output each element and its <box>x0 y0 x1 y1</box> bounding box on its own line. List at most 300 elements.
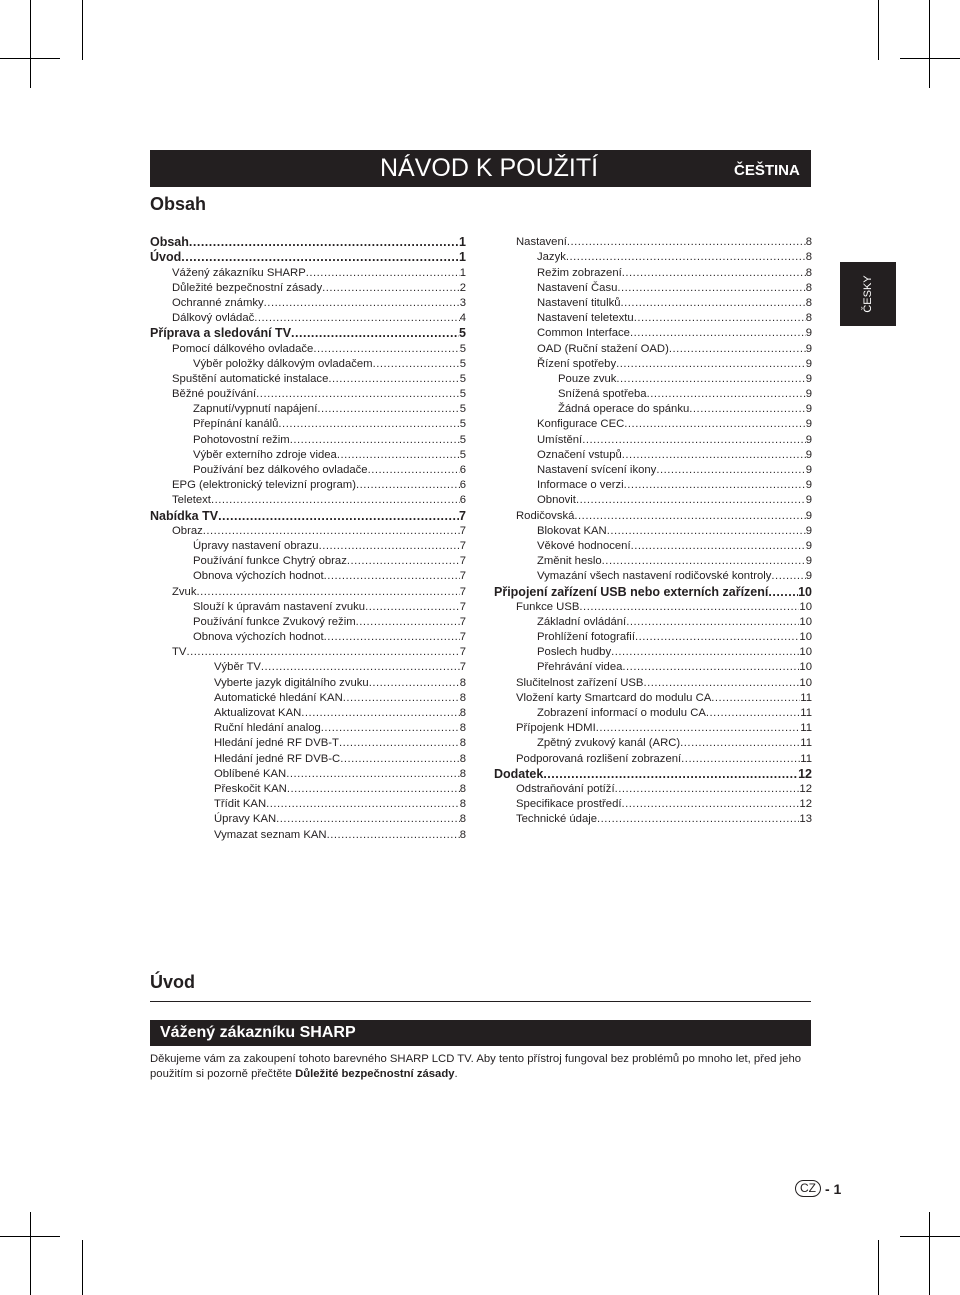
toc-entry <box>494 264 812 279</box>
toc-entry-page: 9 <box>805 372 812 385</box>
toc-entry <box>494 234 812 249</box>
toc-entry-page: 9 <box>805 555 812 568</box>
toc-entry-page: 10 <box>799 600 812 613</box>
toc-leader-dots <box>339 736 460 750</box>
toc-leader-dots <box>347 554 460 568</box>
crop-mark <box>900 1236 960 1237</box>
toc-leader-dots <box>669 342 806 356</box>
toc-entry-title: Úvod <box>150 250 182 265</box>
toc-entry <box>494 249 812 264</box>
toc-leader-dots <box>680 736 800 750</box>
toc-entry-page: 8 <box>459 752 466 765</box>
toc-entry-title: Pomocí dálkového ovladače <box>172 342 314 355</box>
toc-entry <box>494 310 812 325</box>
toc-leader-dots <box>278 417 459 431</box>
toc-entry-title: Příprava a sledování TV <box>150 326 292 341</box>
toc-entry <box>150 523 466 538</box>
toc-leader-dots <box>266 797 460 811</box>
toc-leader-dots <box>681 752 800 766</box>
toc-entry-page: 5 <box>459 448 466 461</box>
toc-entry-page: 5 <box>459 433 466 446</box>
toc-entry <box>150 766 466 781</box>
toc-entry-page: 1 <box>459 266 466 279</box>
toc-entry-title: Oblíbené KAN <box>214 767 287 780</box>
toc-leader-dots <box>771 569 805 583</box>
toc-entry-title: Poslech hudby <box>537 646 612 659</box>
intro-text-start: Děkujeme vám za zakoupení tohoto barevného SHARP LCD TV. Aby tento přístroj fungoval bez problémů po mnoho let, před jeho použitím si pozorně přečtěte <box>150 1053 802 1080</box>
toc-entry-title: Funkce USB <box>516 600 580 613</box>
toc-entry-page: 8 <box>459 813 466 826</box>
toc-entry <box>494 340 812 355</box>
toc-leader-dots <box>624 417 805 431</box>
toc-entry-title: Slučitelnost zařízení USB <box>516 676 644 689</box>
toc-entry-title: Pouze zvuk <box>558 372 617 385</box>
language-side-tab <box>840 262 896 326</box>
toc-leader-dots <box>768 585 798 599</box>
toc-leader-dots <box>324 630 460 644</box>
toc-leader-dots <box>287 782 460 796</box>
toc-entry-title: Důležité bezpečnostní zásady <box>172 281 323 294</box>
toc-entry <box>150 811 466 826</box>
toc-entry-page: 8 <box>459 676 466 689</box>
toc-entry-page: 7 <box>459 585 466 598</box>
toc-entry <box>494 766 812 781</box>
toc-entry <box>150 401 466 416</box>
toc-entry <box>150 447 466 462</box>
toc-entry <box>494 401 812 416</box>
toc-entry <box>494 690 812 705</box>
toc-entry-title: Automatické hledání KAN <box>214 691 343 704</box>
toc-entry-page: 12 <box>798 766 812 781</box>
crop-mark <box>929 1212 930 1295</box>
toc-entry <box>494 720 812 735</box>
toc-leader-dots <box>576 493 806 507</box>
toc-entry <box>150 538 466 553</box>
toc-entry-page: 13 <box>799 813 812 826</box>
toc-leader-dots <box>322 281 460 295</box>
toc-entry-title: Zvuk <box>172 585 197 598</box>
toc-entry-title: Vážený zákazníku SHARP <box>172 266 306 279</box>
toc-entry-page: 6 <box>459 464 466 476</box>
toc-entry-page: 11 <box>800 752 812 765</box>
toc-entry-title: Podporovaná rozlišení zobrazení <box>516 752 682 765</box>
toc-entry-page: 9 <box>805 494 812 507</box>
language-label: ČEŠTINA <box>734 162 800 179</box>
toc-entry-title: Hledání jedné RF DVB-C <box>214 752 341 765</box>
toc-entry-title: Obnovit <box>537 494 576 507</box>
toc-entry <box>494 462 812 477</box>
toc-entry <box>494 629 812 644</box>
toc-entry-page: 9 <box>805 479 812 492</box>
toc-entry <box>150 690 466 705</box>
toc-entry <box>150 507 466 522</box>
page-number <box>795 1180 841 1197</box>
toc-entry <box>494 796 812 811</box>
toc-leader-dots <box>543 767 798 781</box>
toc-entry <box>494 523 812 538</box>
toc-entry-title: Třídit KAN <box>214 798 267 811</box>
toc-entry-page: 8 <box>805 312 812 325</box>
toc-entry <box>494 280 812 295</box>
toc-entry-page: 5 <box>459 372 466 385</box>
toc-entry-title: Hledání jedné RF DVB-T <box>214 737 339 750</box>
toc-leader-dots <box>615 782 800 796</box>
toc-leader-dots <box>617 281 805 295</box>
toc-entry <box>494 386 812 401</box>
crop-mark <box>900 58 960 59</box>
toc-entry-page: 12 <box>799 798 812 811</box>
toc-entry-title: Vyberte jazyk digitálního zvuku <box>214 676 369 689</box>
toc-entry-page: 8 <box>805 266 812 279</box>
intro-text-end: . <box>454 1068 458 1080</box>
toc-entry <box>494 538 812 553</box>
crop-mark <box>878 1240 879 1295</box>
toc-entry-page: 8 <box>459 828 466 841</box>
toc-leader-dots <box>634 311 806 325</box>
toc-entry <box>494 599 812 614</box>
toc-entry-page: 8 <box>459 722 466 735</box>
toc-entry <box>494 507 812 522</box>
toc-leader-dots <box>218 509 459 523</box>
toc-leader-dots <box>196 585 459 599</box>
section-heading: Obsah <box>150 194 207 214</box>
toc-entry-title: Obnova výchozích hodnot <box>193 631 324 644</box>
toc-entry <box>150 249 466 264</box>
toc-entry-title: Obraz <box>172 524 203 537</box>
toc-leader-dots <box>689 402 805 416</box>
toc-entry <box>150 431 466 446</box>
toc-leader-dots <box>582 433 806 447</box>
toc-entry <box>494 477 812 492</box>
toc-leader-dots <box>647 387 806 401</box>
toc-entry <box>150 462 466 477</box>
toc-entry-page: 8 <box>459 707 466 719</box>
toc-entry-title: Označení vstupů <box>537 448 622 461</box>
toc-entry-title: Věkové hodnocení <box>537 539 631 552</box>
toc-leader-dots <box>368 463 460 477</box>
toc-entry-page: 5 <box>459 418 466 431</box>
toc-entry-title: Common Interface <box>537 327 630 340</box>
toc-entry-title: Žádná operace do spánku <box>558 403 690 416</box>
toc-entry <box>494 750 812 765</box>
toc-leader-dots <box>181 250 459 264</box>
toc-leader-dots <box>264 296 460 310</box>
toc-leader-dots <box>621 296 806 310</box>
toc-entry-page: 11 <box>800 737 812 750</box>
toc-leader-dots <box>622 660 799 674</box>
toc-entry-page: 11 <box>800 691 812 704</box>
toc-entry <box>494 295 812 310</box>
manual-title: NÁVOD K POUŽITÍ <box>380 154 599 182</box>
toc-entry-title: Připojení zařízení USB nebo externích zařízení <box>494 584 769 599</box>
toc-entry-page: 9 <box>805 388 812 401</box>
toc-entry-page: 5 <box>459 357 466 370</box>
toc-entry-page: 9 <box>805 327 812 340</box>
toc-leader-dots <box>186 645 459 659</box>
toc-entry-title: Přeskočit KAN <box>214 782 287 795</box>
toc-entry <box>494 356 812 371</box>
toc-leader-dots <box>626 615 799 629</box>
toc-leader-dots <box>321 721 460 735</box>
toc-entry-page: 7 <box>459 615 466 628</box>
toc-leader-dots <box>631 539 806 553</box>
toc-entry <box>494 568 812 583</box>
toc-entry-page: 12 <box>799 782 812 795</box>
toc-leader-dots <box>596 721 801 735</box>
toc-leader-dots <box>566 250 806 264</box>
toc-entry <box>150 720 466 735</box>
toc-entry-page: 9 <box>805 570 812 583</box>
toc-entry-page: 1 <box>459 235 466 250</box>
toc-entry <box>150 735 466 750</box>
toc-leader-dots <box>356 478 460 492</box>
toc-entry-page: 5 <box>459 403 466 416</box>
toc-entry-page: 8 <box>459 737 466 750</box>
toc-entry-title: Používání funkce Chytrý obraz <box>193 555 347 568</box>
toc-entry-title: Umístění <box>537 433 583 446</box>
toc-entry-page: 10 <box>798 584 812 599</box>
toc-entry <box>150 264 466 279</box>
toc-entry <box>150 705 466 720</box>
toc-leader-dots <box>622 448 806 462</box>
toc-leader-dots <box>597 812 799 826</box>
toc-entry-title: Jazyk <box>537 251 566 264</box>
intro-paragraph <box>150 1052 811 1082</box>
toc-entry <box>150 295 466 310</box>
toc-entry-page: 1 <box>459 250 466 265</box>
toc-entry-title: Nastavení teletextu <box>537 312 634 325</box>
toc-leader-dots <box>635 630 799 644</box>
toc-entry-title: Dálkový ovládač <box>172 312 255 325</box>
toc-entry <box>494 416 812 431</box>
toc-entry <box>150 674 466 689</box>
toc-entry-title: Nastavení svícení ikony <box>537 464 657 476</box>
toc-leader-dots <box>574 509 805 523</box>
toc-entry-page: 8 <box>805 281 812 294</box>
toc-entry-page: 7 <box>459 508 466 523</box>
toc-leader-dots <box>630 326 806 340</box>
page-number-value: - 1 <box>825 1180 842 1197</box>
toc-entry-page: 9 <box>805 448 812 461</box>
toc-leader-dots <box>317 402 459 416</box>
toc-entry-title: Výběr položky dálkovým ovladačem <box>193 357 373 370</box>
toc-leader-dots <box>656 463 805 477</box>
toc-entry-page: 8 <box>805 236 812 249</box>
toc-leader-dots <box>356 615 460 629</box>
toc-leader-dots <box>203 524 460 538</box>
toc-entry <box>150 371 466 386</box>
toc-leader-dots <box>373 357 460 371</box>
toc-entry <box>150 629 466 644</box>
toc-entry-title: Pohotovostní režim <box>193 433 290 446</box>
toc-leader-dots <box>211 493 460 507</box>
toc-entry-title: Řízení spotřeby <box>537 357 617 370</box>
toc-entry-page: 7 <box>459 555 466 568</box>
toc-entry-page: 9 <box>805 539 812 552</box>
toc-entry <box>150 796 466 811</box>
toc-entry-title: Přehrávání videa <box>537 661 623 674</box>
toc-entry-title: Vymazání všech nastavení rodičovské kontroly <box>537 570 772 583</box>
toc-entry <box>150 492 466 507</box>
toc-entry-page: 3 <box>459 296 466 309</box>
side-tab-label: ČESKY <box>862 275 874 313</box>
toc-entry <box>150 234 466 249</box>
toc-entry <box>494 614 812 629</box>
toc-entry-page: 9 <box>805 509 812 522</box>
toc-entry-title: Snížená spotřeba <box>558 388 647 401</box>
toc-entry-title: Změnit heslo <box>537 555 602 568</box>
toc-leader-dots <box>261 660 460 674</box>
toc-entry-page: 9 <box>805 524 812 537</box>
toc-entry-page: 9 <box>805 357 812 370</box>
toc-entry-page: 7 <box>459 631 466 644</box>
crop-mark <box>878 0 879 60</box>
toc-entry-page: 8 <box>459 798 466 811</box>
toc-leader-dots <box>327 828 460 842</box>
toc-entry-title: Výběr TV <box>214 661 261 674</box>
toc-leader-dots <box>337 448 460 462</box>
toc-entry-title: Zobrazení informací o modulu CA <box>537 707 706 719</box>
toc-entry <box>150 644 466 659</box>
toc-entry-page: 7 <box>459 646 466 659</box>
toc-entry-page: 4 <box>459 312 466 325</box>
toc-entry-title: Nastavení titulků <box>537 296 621 309</box>
toc-entry <box>494 447 812 462</box>
toc-entry-page: 7 <box>459 661 466 674</box>
toc-entry <box>150 280 466 295</box>
toc-leader-dots <box>256 387 460 401</box>
toc-leader-dots <box>602 554 806 568</box>
toc-entry <box>150 340 466 355</box>
toc-entry-page: 8 <box>459 691 466 704</box>
toc-entry-title: OAD (Ruční stažení OAD) <box>537 342 669 355</box>
toc-entry-page: 10 <box>799 615 812 628</box>
toc-entry-page: 9 <box>805 433 812 446</box>
country-badge: CZ <box>795 1180 821 1197</box>
toc-entry-title: Odstraňování potíží <box>516 782 615 795</box>
toc-leader-dots <box>340 752 460 766</box>
toc-entry-title: Nabídka TV <box>150 508 219 523</box>
toc-entry-page: 8 <box>459 782 466 795</box>
toc-entry <box>494 325 812 340</box>
toc-entry-title: Vložení karty Smartcard do modulu CA <box>516 691 712 704</box>
toc-entry-title: Zapnutí/vypnutí napájení <box>193 403 318 416</box>
toc-leader-dots <box>324 569 460 583</box>
toc-entry-page: 5 <box>459 326 466 341</box>
toc-entry <box>494 492 812 507</box>
toc-leader-dots <box>319 539 460 553</box>
toc-entry-page: 5 <box>459 388 466 401</box>
subheading: Vážený zákazníku SHARP <box>160 1024 356 1041</box>
toc-entry-title: Úpravy KAN <box>214 813 277 826</box>
toc-entry <box>150 356 466 371</box>
toc-leader-dots <box>616 357 806 371</box>
toc-leader-dots <box>616 372 805 386</box>
toc-entry-title: Přepínání kanálů <box>193 418 279 431</box>
toc-leader-dots <box>291 326 459 340</box>
toc-entry-title: Používání bez dálkového ovladače <box>193 464 368 476</box>
toc-entry <box>150 325 466 340</box>
toc-entry <box>494 659 812 674</box>
toc-entry <box>150 416 466 431</box>
toc-entry-title: Ruční hledání analog <box>214 722 321 735</box>
toc-entry-page: 10 <box>799 631 812 644</box>
toc-entry-title: Přípojenk HDMI <box>516 722 596 735</box>
toc-leader-dots <box>706 706 800 720</box>
toc-entry-page: 7 <box>459 524 466 537</box>
toc-entry-title: Základní ovládání <box>537 615 627 628</box>
toc-leader-dots <box>579 600 799 614</box>
toc-entry-page: 11 <box>800 722 812 735</box>
crop-mark <box>82 0 83 60</box>
toc-leader-dots <box>276 812 460 826</box>
toc-leader-dots <box>254 311 459 325</box>
toc-entry-page: 7 <box>459 539 466 552</box>
toc-entry <box>150 750 466 765</box>
toc-entry-title: Používání funkce Zvukový režim <box>193 615 356 628</box>
toc-entry-page: 9 <box>805 464 812 476</box>
toc-entry-title: Slouží k úpravám nastavení zvuku <box>193 600 366 613</box>
toc-entry-page: 8 <box>459 767 466 780</box>
toc-entry-title: Aktualizovat KAN <box>214 707 302 719</box>
toc-entry-page: 8 <box>805 296 812 309</box>
toc-entry <box>150 614 466 629</box>
toc-entry-page: 9 <box>805 342 812 355</box>
toc-entry-page: 10 <box>799 661 812 674</box>
toc-leader-dots <box>343 691 460 705</box>
toc-leader-dots <box>365 600 460 614</box>
toc-leader-dots <box>189 235 459 249</box>
toc-leader-dots <box>328 372 459 386</box>
toc-leader-dots <box>711 691 800 705</box>
toc-entry-title: Technické údaje <box>516 813 598 826</box>
toc-entry-title: Teletext <box>172 494 211 507</box>
toc-entry <box>150 659 466 674</box>
toc-leader-dots <box>286 767 459 781</box>
toc-entry-title: Úpravy nastavení obrazu <box>193 539 319 552</box>
toc-entry <box>150 583 466 598</box>
toc-leader-dots <box>607 524 806 538</box>
toc-entry <box>150 568 466 583</box>
intro-text-emphasis: Důležité bezpečnostní zásady <box>295 1068 455 1080</box>
toc-entry-title: Spuštění automatické instalace <box>172 372 329 385</box>
crop-mark <box>82 1240 83 1295</box>
toc-entry-page: 9 <box>805 418 812 431</box>
toc-entry-page: 8 <box>805 251 812 264</box>
toc-entry-page: 7 <box>459 600 466 613</box>
toc-entry <box>494 674 812 689</box>
toc-entry <box>494 811 812 826</box>
toc-entry-title: Nastavení <box>516 236 567 249</box>
toc-entry-title: Vymazat seznam KAN <box>214 828 327 841</box>
toc-leader-dots <box>306 266 460 280</box>
toc-entry-page: 10 <box>799 646 812 659</box>
toc-leader-dots <box>622 266 806 280</box>
toc-entry <box>150 386 466 401</box>
toc-entry <box>150 310 466 325</box>
toc-entry-page: 5 <box>459 342 466 355</box>
toc-right-column <box>494 234 812 826</box>
toc-entry-title: Prohlížení fotografií <box>537 631 635 644</box>
toc-entry <box>494 431 812 446</box>
toc-entry-title: Blokovat KAN <box>537 524 607 537</box>
toc-entry-page: 11 <box>800 707 812 719</box>
toc-entry <box>494 553 812 568</box>
toc-entry-title: Ochranné známky <box>172 296 264 309</box>
toc-leader-dots <box>622 797 800 811</box>
toc-entry-page: 10 <box>799 676 812 689</box>
toc-entry <box>494 644 812 659</box>
